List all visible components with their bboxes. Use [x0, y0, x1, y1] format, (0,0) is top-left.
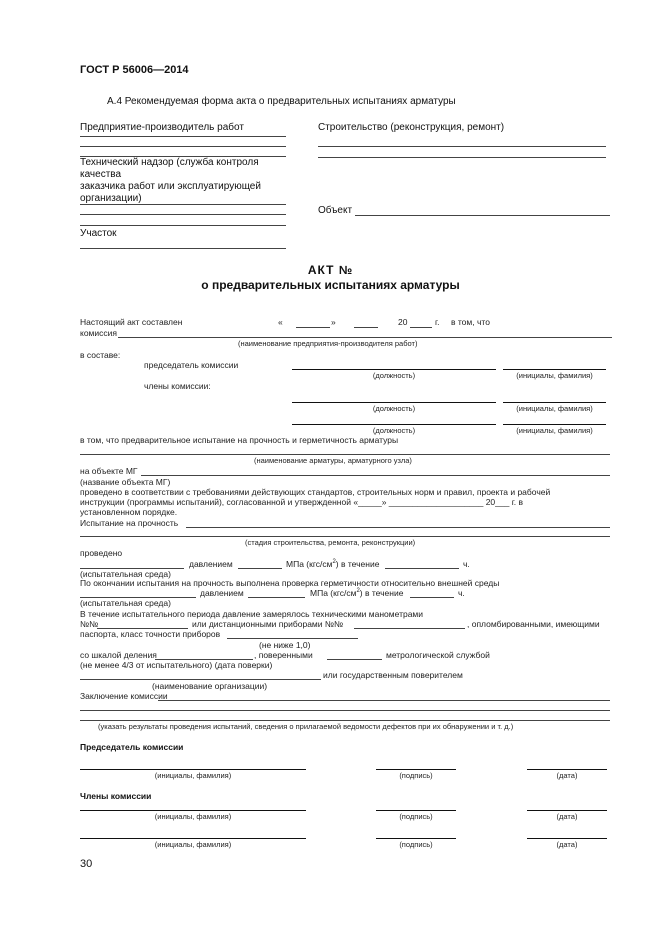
member-position-line-2	[292, 424, 496, 425]
supervision-line-2	[80, 214, 286, 215]
sign-note-date-2: (дата)	[556, 812, 578, 821]
hours-label-1: ч.	[463, 559, 470, 569]
note-initials-2: (инициалы, фамилия)	[516, 404, 593, 413]
manufacturer-label: Предприятие-производитель работ	[80, 122, 244, 133]
duration-line-2	[410, 597, 454, 598]
verify-date-line	[327, 659, 382, 660]
note-object: (название объекта МГ)	[80, 477, 171, 487]
on-object-label: на объекте МГ	[80, 466, 138, 476]
sign-note-signature-3: (подпись)	[399, 840, 433, 849]
conducted-text-1: проведено в соответствии с требованиями действующих стандартов, строительных норм и правил, проекта и рабочей	[80, 487, 551, 497]
supervision-line-3	[80, 225, 286, 226]
section-title: А.4 Рекомендуемая форма акта о предварительных испытаниях арматуры	[107, 96, 456, 107]
or-remote-label: или дистанционными приборами №№	[192, 619, 344, 629]
conducted-text-3: установленном порядке.	[80, 507, 178, 517]
or-state-label: или государственным поверителем	[323, 670, 463, 680]
commission-label: комиссия	[80, 328, 117, 338]
chairman-initials-line	[80, 769, 306, 770]
organization-line	[80, 679, 321, 680]
construction-label: Строительство (реконструкция, ремонт)	[318, 122, 505, 133]
duration-line-1	[385, 568, 459, 569]
note-medium-2: (испытательная среда)	[80, 598, 171, 608]
tech-supervision-label-1: Технический надзор (служба контроля	[80, 157, 259, 168]
accuracy-line	[227, 638, 358, 639]
member2-signature-line	[376, 838, 456, 839]
note-stage: (стадия строительства, ремонта, реконструкции)	[245, 538, 416, 547]
not-lower-note: (не ниже 1,0)	[259, 640, 311, 650]
conclusion-label: Заключение комиссии	[80, 691, 168, 701]
intro-text: Настоящий акт составлен	[80, 317, 183, 327]
conducted-text-2: инструкции (программы испытаний), согласованной и утвержденной «_____» ____________________ 20___ г. в	[80, 497, 523, 507]
member2-date-line	[527, 838, 607, 839]
chairman-position-line	[292, 369, 496, 370]
manufacturer-line-2	[80, 146, 286, 147]
note-company: (наименование предприятия-производителя работ)	[238, 339, 418, 348]
remote-line	[354, 628, 465, 629]
scale-label: со шкалой деления	[80, 650, 157, 660]
members-sign-label: Члены комиссии	[80, 791, 152, 801]
not-less-note: (не менее 4/3 от испытательного) (дата поверки)	[80, 660, 273, 670]
conclusion-line-3	[80, 720, 610, 721]
year-line	[410, 327, 432, 328]
nn-label: №№	[80, 619, 99, 629]
member-name-line-1	[503, 402, 606, 403]
supervision-line	[80, 204, 286, 205]
note-results: (указать результаты проведения испытаний, сведения о прилагаемой ведомости дефектов при их обнаружении и т. д.)	[98, 722, 514, 731]
strength-test-line-2	[80, 536, 610, 537]
year-g: г.	[435, 317, 440, 327]
note-initials-1: (инициалы, фамилия)	[516, 371, 593, 380]
conducted-label: проведено	[80, 548, 123, 558]
preliminary-text: в том, что предварительное испытание на прочность и герметичность арматуры	[80, 435, 399, 445]
pressure-label-1: давлением	[189, 559, 233, 569]
sign-note-signature-2: (подпись)	[399, 812, 433, 821]
conclusion-line-1	[158, 700, 610, 701]
note-medium-1: (испытательная среда)	[80, 569, 171, 579]
sealed-label: , опломбированными, имеющими	[467, 619, 600, 629]
pressure-label-2: давлением	[200, 588, 244, 598]
member-name-line-2	[503, 424, 606, 425]
day-line	[296, 327, 330, 328]
hours-label-2: ч.	[458, 588, 465, 598]
member1-date-line	[527, 810, 607, 811]
chairman-label: председатель комиссии	[144, 360, 239, 370]
year-prefix: 20	[398, 317, 408, 327]
site-label: Участок	[80, 228, 117, 239]
page-number: 30	[80, 858, 93, 870]
tech-supervision-label-3: заказчика работ или эксплуатирующей	[80, 181, 261, 192]
sign-note-date-1: (дата)	[556, 771, 578, 780]
tech-supervision-label-4: организации)	[80, 193, 142, 204]
note-valve: (наименование арматуры, арматурного узла)	[254, 456, 412, 465]
after-strength-text: По окончании испытания на прочность выполнена проверка герметичности относительно внешней среды	[80, 578, 500, 588]
valve-line	[80, 454, 610, 455]
object-line	[355, 215, 610, 216]
object-label: Объект	[318, 205, 353, 216]
chairman-name-line	[503, 369, 606, 370]
quote-open: «	[278, 317, 283, 327]
sign-note-signature-1: (подпись)	[399, 771, 433, 780]
composition-label: в составе:	[80, 350, 121, 360]
pressure-value-line-2	[248, 597, 305, 598]
month-line	[354, 327, 378, 328]
quote-close: »	[331, 317, 336, 327]
note-position-3: (должность)	[372, 426, 416, 435]
members-label: члены комиссии:	[144, 381, 211, 391]
member-position-line-1	[292, 402, 496, 403]
chairman-signature-line	[376, 769, 456, 770]
standard-header: ГОСТ Р 56006—2014	[80, 64, 189, 76]
object-mg-line	[141, 475, 610, 476]
note-position-1: (должность)	[372, 371, 416, 380]
chairman-date-line	[527, 769, 607, 770]
sign-note-initials-3: (инициалы, фамилия)	[154, 840, 232, 849]
note-initials-3: (инициалы, фамилия)	[516, 426, 593, 435]
in-that: в том, что	[451, 317, 490, 327]
during-period-text: В течение испытательного периода давление замерялось техническими манометрами	[80, 609, 424, 619]
sign-note-date-3: (дата)	[556, 840, 578, 849]
sign-note-initials-2: (инициалы, фамилия)	[154, 812, 232, 821]
tech-supervision-label-2: качества	[80, 169, 122, 180]
strength-test-label: Испытание на прочность	[80, 518, 179, 528]
act-title: АКТ №	[307, 263, 354, 277]
mpa-label-1: МПа $(кгс/см^2)$ в течение	[286, 559, 380, 569]
act-subtitle: о предварительных испытаниях арматуры	[201, 278, 460, 292]
sign-note-initials-1: (инициалы, фамилия)	[154, 771, 232, 780]
mpa-label-2: МПа $(кгс/см^2)$ в течение	[310, 588, 404, 598]
manufacturer-line	[80, 136, 286, 137]
member1-initials-line	[80, 810, 306, 811]
site-line	[80, 248, 286, 249]
commission-line	[118, 337, 612, 338]
note-position-2: (должность)	[372, 404, 416, 413]
chairman-sign-label: Председатель комиссии	[80, 742, 184, 752]
note-org: (наименование организации)	[152, 681, 268, 691]
member1-signature-line	[376, 810, 456, 811]
passport-label: паспорта, класс точности приборов	[80, 629, 221, 639]
conclusion-line-2	[80, 710, 610, 711]
metro-label: метрологической службой	[386, 650, 490, 660]
construction-line-2	[318, 157, 606, 158]
member2-initials-line	[80, 838, 306, 839]
construction-line	[318, 146, 606, 147]
strength-test-line	[186, 527, 610, 528]
verified-label: , поверенными	[254, 650, 313, 660]
pressure-value-line-1	[238, 568, 282, 569]
